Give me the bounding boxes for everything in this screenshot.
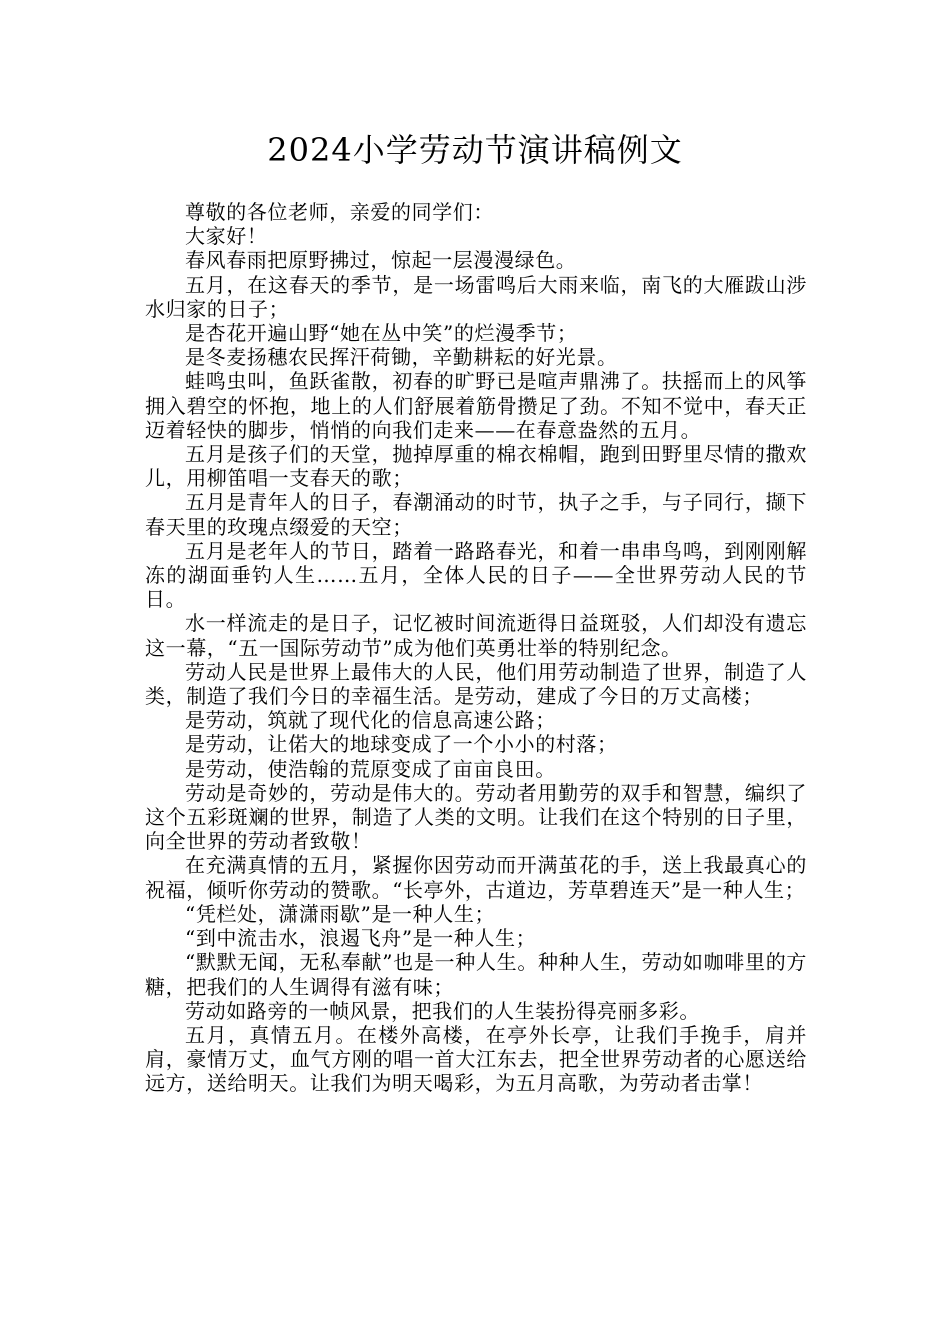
paragraph: 劳动人民是世界上最伟大的人民，他们用劳动制造了世界，制造了人类，制造了我们今日的幸福生活。是劳动，建成了今日的万丈高楼； [145, 659, 807, 709]
paragraph: 蛙鸣虫叫，鱼跃雀散，初春的旷野已是喧声鼎沸了。扶摇而上的风筝拥入碧空的怀抱，地上的人们舒展着筋骨攒足了劲。不知不觉中，春天正迈着轻快的脚步，悄悄的向我们走来——在春意盎然的五月。 [145, 369, 807, 442]
paragraph: 是杏花开遍山野“她在丛中笑”的烂漫季节； [185, 321, 578, 346]
paragraph: 在充满真情的五月，紧握你因劳动而开满茧花的手，送上我最真心的祝福，倾听你劳动的赞歌。“长亭外，古道边，芳草碧连天”是一种人生； [145, 853, 807, 902]
paragraph: 五月，在这春天的季节，是一场雷鸣后大雨来临，南飞的大雁跋山涉水归家的日子； [145, 272, 807, 321]
paragraph: 五月是孩子们的天堂，抛掉厚重的棉衣棉帽，跑到田野里尽情的撒欢儿，用柳笛唱一支春天的歌； [145, 442, 807, 491]
paragraph: 春风春雨把原野拂过，惊起一层漫漫绿色。 [185, 248, 577, 273]
paragraph: 五月，真情五月。在楼外高楼，在亭外长亭，让我们手挽手，肩并肩，豪情万丈，血气方刚的唱一首大江东去，把全世界劳动者的心愿送给远方，送给明天。让我们为明天喝彩，为五月高歌，为劳动者击掌！ [145, 1022, 807, 1096]
paragraph: 五月是青年人的日子，春潮涌动的时节，执子之手，与子同行，撷下春天里的玫瑰点缀爱的天空； [145, 490, 807, 539]
paragraph: 五月是老年人的节日，踏着一路路春光，和着一串串鸟鸣，到刚刚解冻的湖面垂钓人生……五月，全体人民的日子——全世界劳动人民的节日。 [145, 538, 807, 612]
paragraph: 大家好！ [185, 224, 268, 249]
paragraph: 劳动如路旁的一帧风景，把我们的人生装扮得亮丽多彩。 [185, 998, 700, 1023]
paragraph: 是冬麦扬穗农民挥汗荷锄，辛勤耕耘的好光景。 [185, 345, 618, 370]
paragraph: 劳动是奇妙的，劳动是伟大的。劳动者用勤劳的双手和智慧，编织了这个五彩斑斓的世界，制造了人类的文明。让我们在这个特别的日子里，向全世界的劳动者致敬！ [145, 780, 807, 854]
paragraph: 是劳动，让偌大的地球变成了一个小小的村落； [185, 732, 618, 757]
paragraph: 是劳动，使浩翰的荒原变成了亩亩良田。 [185, 756, 556, 781]
paragraph: “凭栏处，潇潇雨歇”是一种人生； [185, 901, 496, 926]
paragraph: 是劳动，筑就了现代化的信息高速公路； [185, 708, 556, 733]
paragraph: 水一样流走的是日子，记忆被时间流逝得日益斑驳，人们却没有遗忘这一幕，“五一国际劳动节”成为他们英勇壮举的特别纪念。 [145, 611, 807, 660]
paragraph: “默默无闻，无私奉献”也是一种人生。种种人生，劳动如咖啡里的方糖，把我们的人生调得有滋有味； [145, 950, 807, 999]
paragraph: 尊敬的各位老师，亲爱的同学们： [185, 200, 494, 224]
paragraph: “到中流击水，浪遏飞舟”是一种人生； [185, 926, 537, 951]
document-body [145, 200, 807, 1096]
document-title: 2024小学劳动节演讲稿例文 [267, 131, 683, 169]
